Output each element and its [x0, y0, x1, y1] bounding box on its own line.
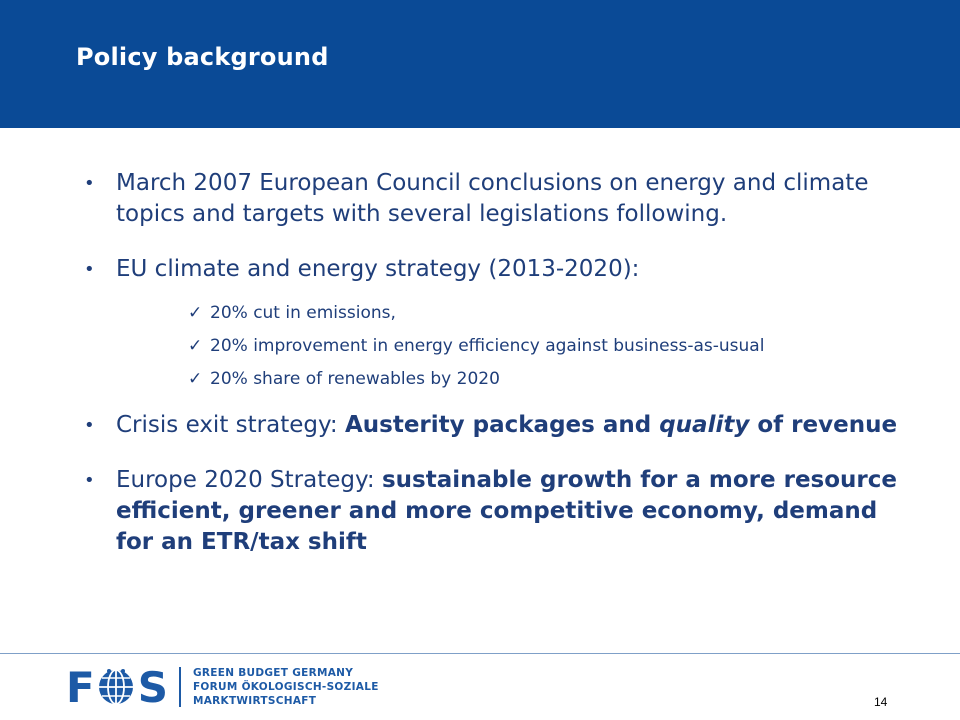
checkmark-icon: ✓: [188, 369, 203, 389]
sub-item: [188, 297, 898, 330]
bullet-item-crisis: [78, 410, 898, 441]
bullet-dot-icon: •: [84, 173, 95, 194]
logo-line: FORUM ÖKOLOGISCH-SOZIALE: [192, 681, 379, 693]
logo-letter: S: [137, 662, 167, 712]
bullet-item-council: [78, 168, 898, 230]
footer-divider: [0, 653, 960, 654]
bullet-dot-icon: •: [84, 415, 95, 436]
logo-organization-name: [193, 666, 379, 708]
checkmark-icon: ✓: [188, 336, 203, 356]
sub-list: [78, 297, 898, 396]
page-number: 14: [874, 695, 888, 709]
logo-line: GREEN BUDGET GERMANY: [192, 667, 354, 679]
logo-divider: [179, 667, 181, 707]
globe-icon: [96, 667, 136, 707]
slide-title: Policy background: [76, 43, 329, 71]
sub-item-text: 20% share of renewables by 2020: [210, 369, 500, 389]
bullet-italic-text: quality: [659, 412, 750, 438]
sub-item: [188, 330, 898, 363]
bullet-prefix: Europe 2020 Strategy:: [116, 467, 382, 493]
bullet-bold-text: of revenue: [749, 412, 898, 438]
sub-item-text: 20% improvement in energy efficiency against business-as-usual: [210, 336, 765, 356]
checkmark-icon: ✓: [188, 303, 203, 323]
bullet-item-strategy: [78, 254, 898, 285]
bullet-dot-icon: •: [84, 259, 95, 280]
bullet-item-europe-2020: [78, 465, 898, 558]
logo-wordmark: [66, 663, 167, 712]
bullet-dot-icon: •: [84, 470, 95, 491]
fos-logo: [66, 662, 379, 712]
bullet-bold-text: sustainable growth for a more resource efficient, greener and more competitive economy, demand for an ETR/tax shift: [116, 467, 898, 555]
bullet-bold-text: Austerity packages and: [344, 412, 660, 438]
bullet-prefix: Crisis exit strategy:: [116, 412, 345, 438]
sub-item-text: 20% cut in emissions,: [210, 303, 396, 323]
slide-content: [78, 168, 898, 582]
sub-item: [188, 363, 898, 396]
bullet-text: EU climate and energy strategy (2013-2020):: [116, 256, 640, 282]
logo-letter: F: [66, 662, 94, 712]
header-bar: [0, 0, 960, 128]
bullet-text: March 2007 European Council conclusions on energy and climate topics and targets with several legislations following.: [116, 170, 869, 227]
logo-line: MARKTWIRTSCHAFT: [192, 695, 317, 707]
